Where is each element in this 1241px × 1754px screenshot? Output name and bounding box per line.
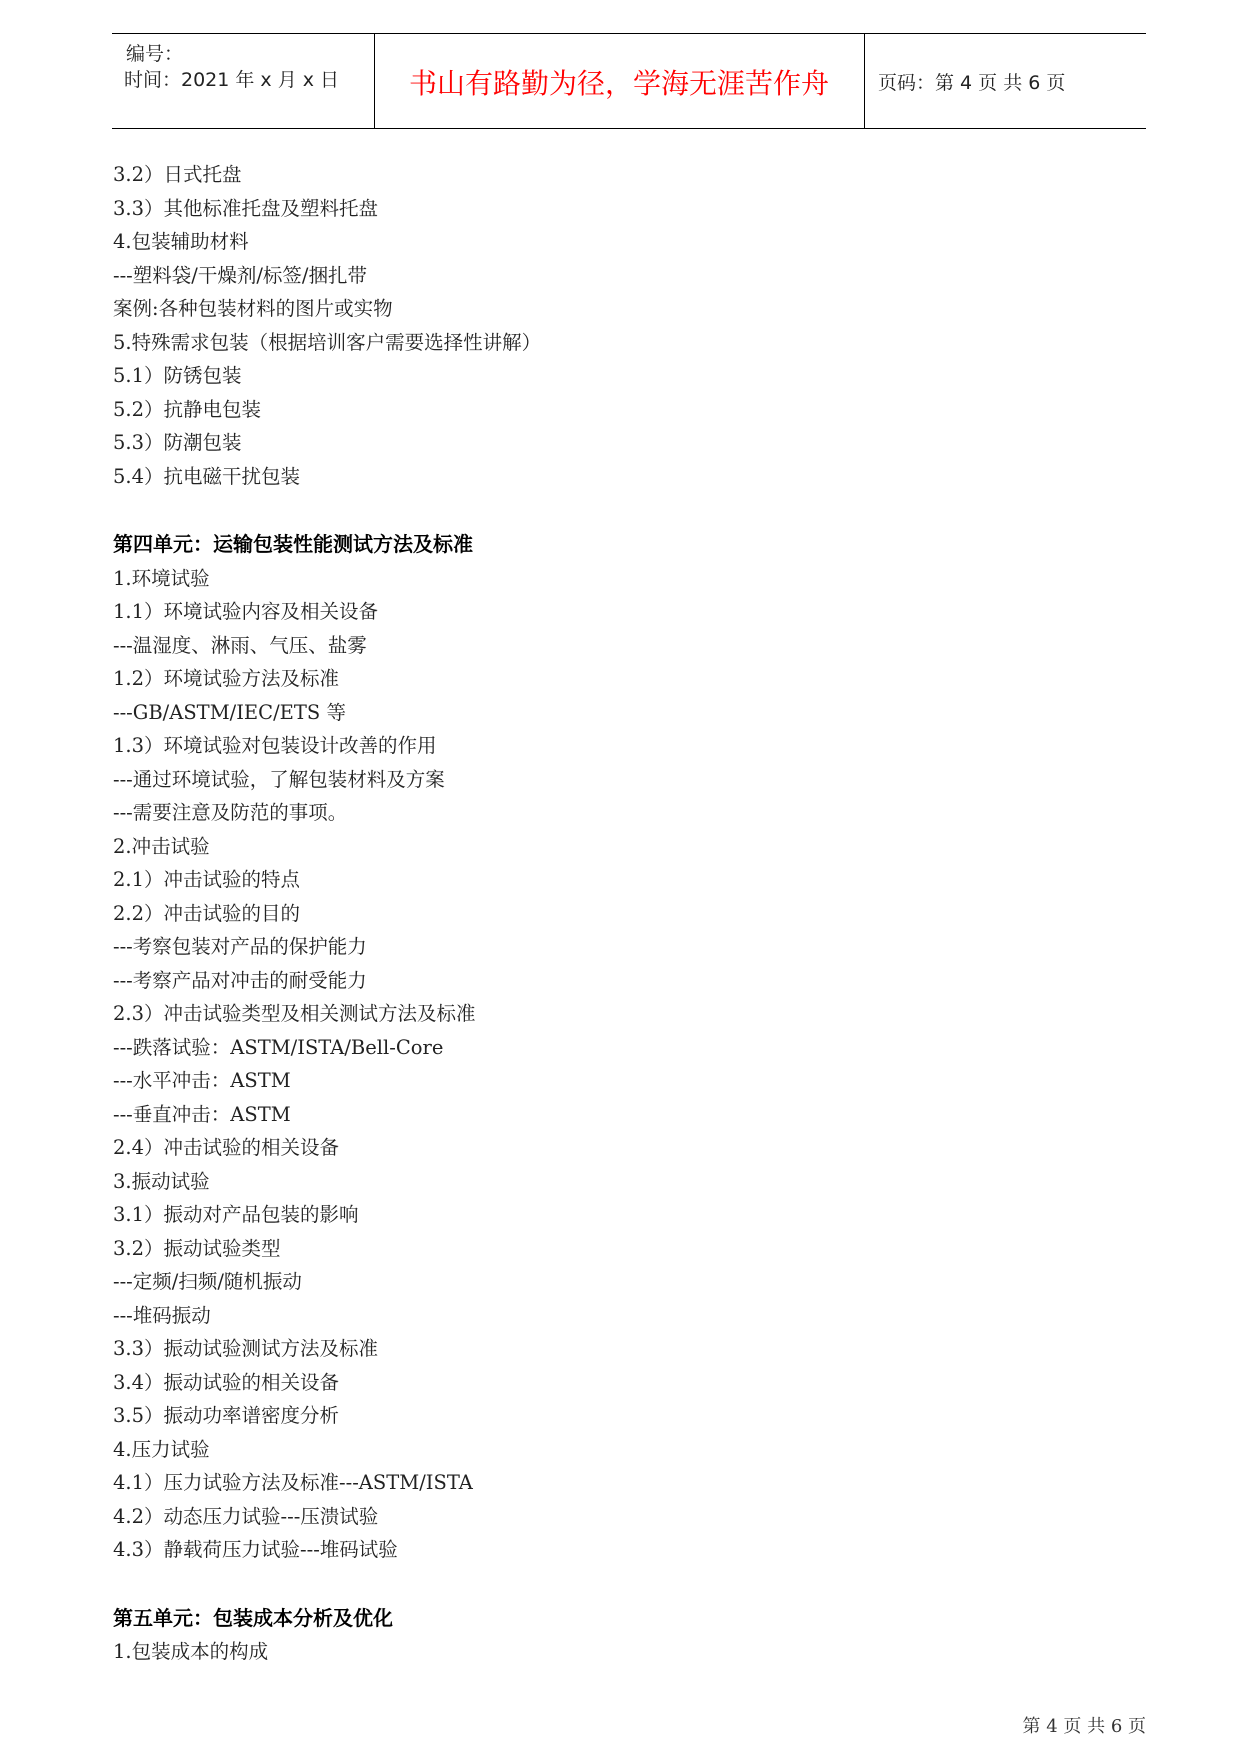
text-line: 5.1）防锈包装 (113, 364, 242, 387)
text-line: ---考察包装对产品的保护能力 (113, 935, 367, 958)
time-label: 时间：2021 年 x 月 x 日 (124, 69, 340, 91)
text-line: 5.4）抗电磁干扰包装 (113, 464, 301, 488)
text-line: 3.2）振动试验类型 (113, 1236, 281, 1260)
text-line: 3.3）振动试验测试方法及标准 (113, 1337, 379, 1360)
header-meta (112, 34, 375, 128)
text-line: 2.冲击试验 (113, 834, 210, 858)
text-line: 3.4）振动试验的相关设备 (113, 1370, 340, 1394)
unit4-heading: 第四单元：运输包装性能测试方法及标准 (113, 532, 473, 556)
text-line: 案例:各种包装材料的图片或实物 (113, 297, 393, 320)
text-line: 5.2）抗静电包装 (113, 397, 262, 421)
header-page-info: 页码：第 4 页 共 6 页 (878, 72, 1066, 94)
text-line: ---垂直冲击：ASTM (113, 1102, 291, 1126)
text-line: ---需要注意及防范的事项。 (113, 801, 348, 824)
text-line: 4.包装辅助材料 (113, 230, 249, 253)
text-line: ---温湿度、淋雨、气压、盐雾 (113, 633, 367, 657)
text-line: 5.特殊需求包装（根据培训客户需要选择性讲解） (113, 330, 542, 354)
text-line: 3.1）振动对产品包装的影响 (113, 1203, 359, 1226)
text-line: 1.包装成本的构成 (113, 1640, 269, 1663)
text-line: 3.5）振动功率谱密度分析 (113, 1404, 340, 1427)
page-header (112, 33, 1146, 129)
text-line: 5.3）防潮包装 (113, 431, 242, 454)
unit5-heading: 第五单元：包装成本分析及优化 (113, 1605, 393, 1630)
text-line: 4.压力试验 (113, 1437, 210, 1461)
number-label: 编号： (126, 43, 184, 65)
document-body (113, 158, 1143, 1669)
text-line: 1.环境试验 (113, 566, 210, 590)
text-line: 1.2）环境试验方法及标准 (113, 667, 340, 690)
unit5-list (113, 1635, 1143, 1669)
text-line: 3.2）日式托盘 (113, 163, 242, 186)
text-line: 1.1）环境试验内容及相关设备 (113, 600, 379, 623)
header-motto-cell (374, 34, 865, 128)
header-page-cell (864, 34, 1144, 128)
text-line: ---定频/扫频/随机振动 (113, 1270, 302, 1293)
text-line: ---塑料袋/干燥剂/标签/捆扎带 (113, 263, 367, 287)
text-line: 3.振动试验 (113, 1169, 210, 1193)
text-line: 2.2）冲击试验的目的 (113, 901, 301, 925)
text-line: 4.2）动态压力试验---压溃试验 (113, 1504, 379, 1528)
text-line: 2.4）冲击试验的相关设备 (113, 1136, 340, 1159)
text-line: 4.3）静载荷压力试验---堆码试验 (113, 1538, 398, 1561)
text-line: ---堆码振动 (113, 1303, 211, 1327)
text-line: ---水平冲击：ASTM (113, 1069, 291, 1092)
text-line: 2.1）冲击试验的特点 (113, 868, 301, 891)
text-line: ---考察产品对冲击的耐受能力 (113, 968, 367, 992)
section-a-list (113, 158, 1143, 493)
text-line: 2.3）冲击试验类型及相关测试方法及标准 (113, 1002, 476, 1025)
text-line: 4.1）压力试验方法及标准---ASTM/ISTA (113, 1471, 473, 1494)
text-line: ---跌落试验：ASTM/ISTA/Bell-Core (113, 1035, 444, 1059)
footer-page-number: 第 4 页 共 6 页 (1022, 1716, 1146, 1737)
text-line: ---GB/ASTM/IEC/ETS 等 (113, 700, 346, 724)
text-line: ---通过环境试验，了解包装材料及方案 (113, 767, 445, 791)
text-line: 1.3）环境试验对包装设计改善的作用 (113, 734, 437, 757)
unit4-list (113, 562, 1143, 1567)
motto: 书山有路勤为径，学海无涯苦作舟 (408, 67, 829, 100)
text-line: 3.3）其他标准托盘及塑料托盘 (113, 196, 379, 220)
